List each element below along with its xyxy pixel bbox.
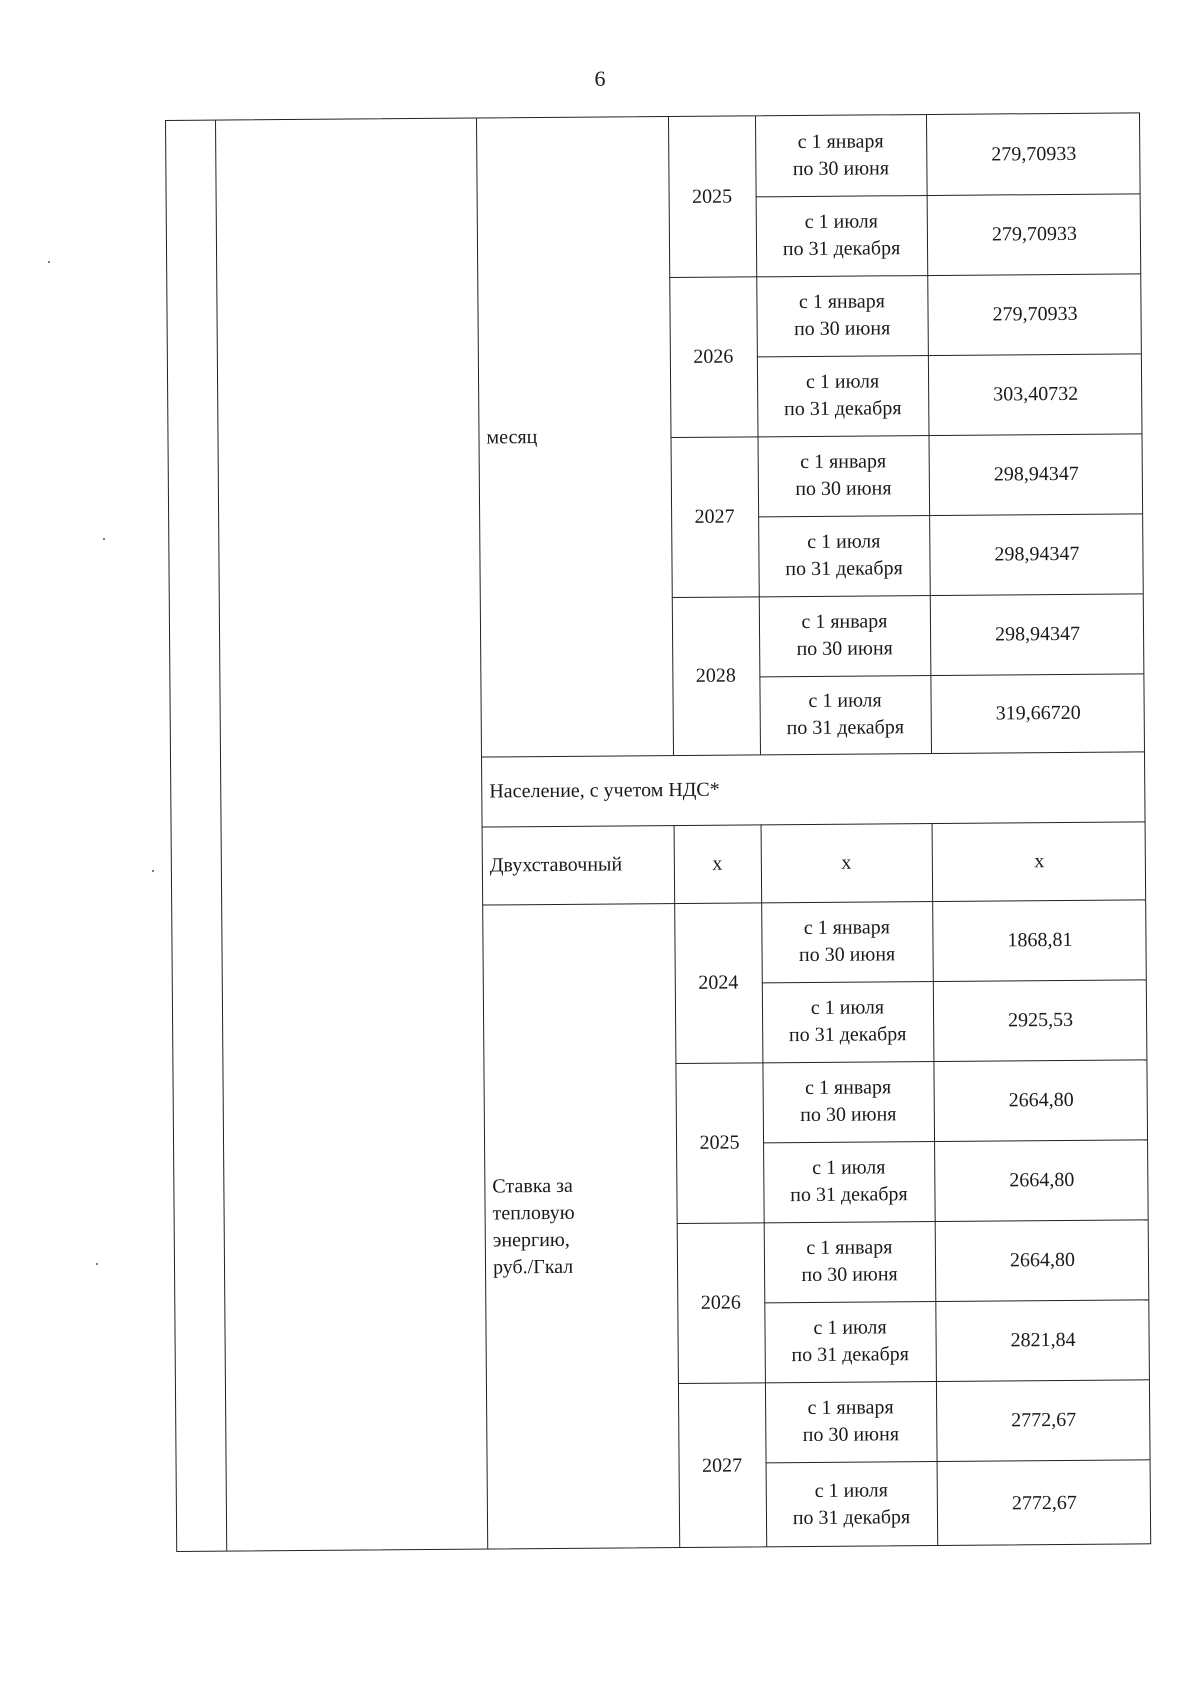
period-end: по 30 июня bbox=[795, 477, 892, 501]
period-start: с 1 июля bbox=[805, 370, 880, 393]
period-cell bbox=[761, 901, 933, 982]
value-cell bbox=[930, 673, 1146, 753]
year-cell bbox=[674, 902, 762, 1063]
period-start: с 1 января bbox=[798, 290, 886, 314]
value-cell bbox=[928, 433, 1144, 515]
period-end: по 30 июня bbox=[796, 637, 893, 661]
period-start: с 1 июля bbox=[804, 210, 878, 233]
value-text: 298,94347 bbox=[994, 622, 1081, 645]
two-rate-period bbox=[761, 823, 933, 902]
unit-label-text: месяц bbox=[486, 425, 538, 448]
value-text: 279,70933 bbox=[991, 222, 1078, 246]
period-cell bbox=[759, 675, 931, 754]
value-text: 2664,80 bbox=[1009, 1168, 1075, 1191]
rate-label-line: энергию, bbox=[492, 1228, 570, 1252]
value-text: 2772,67 bbox=[1011, 1408, 1077, 1431]
period-end: по 31 декабря bbox=[785, 557, 903, 581]
period-start: с 1 июля bbox=[813, 1316, 887, 1339]
year-text: 2025 bbox=[692, 185, 733, 208]
population-header bbox=[481, 751, 1147, 826]
column-divider-1 bbox=[215, 121, 227, 1551]
period-start: с 1 июля bbox=[810, 996, 885, 1019]
value-cell bbox=[933, 979, 1149, 1061]
value-text: 2925,53 bbox=[1008, 1008, 1074, 1031]
two-rate-label bbox=[482, 825, 675, 905]
value-cell bbox=[928, 353, 1144, 435]
year-text: 2028 bbox=[695, 664, 736, 687]
value-text: 2821,84 bbox=[1010, 1328, 1076, 1351]
value-cell bbox=[926, 113, 1142, 195]
value-cell bbox=[930, 593, 1146, 675]
period-start: с 1 июля bbox=[808, 689, 882, 712]
two-rate-value bbox=[932, 821, 1148, 901]
value-cell bbox=[927, 273, 1143, 355]
period-end: по 31 декабря bbox=[791, 1343, 910, 1367]
value-cell bbox=[927, 193, 1143, 275]
period-start: с 1 июля bbox=[807, 530, 881, 553]
scan-speck bbox=[152, 870, 154, 872]
period-end: по 30 июня bbox=[802, 1423, 900, 1447]
value-text: 2772,67 bbox=[1011, 1491, 1077, 1514]
value-cell bbox=[937, 1459, 1153, 1547]
period-cell bbox=[758, 515, 930, 596]
value-cell bbox=[935, 1299, 1151, 1381]
page-number: 6 bbox=[594, 66, 606, 91]
unit-label bbox=[476, 117, 673, 756]
period-start: с 1 января bbox=[797, 130, 884, 154]
year-cell bbox=[677, 1222, 765, 1383]
two-rate-value-text: х bbox=[1034, 849, 1045, 872]
period-start: с 1 января bbox=[805, 1076, 892, 1100]
period-start: с 1 июля bbox=[812, 1156, 886, 1179]
two-rate-year bbox=[674, 824, 762, 903]
period-cell bbox=[757, 355, 929, 436]
period-end: по 30 июня bbox=[798, 943, 896, 967]
period-end: по 31 декабря bbox=[792, 1506, 911, 1530]
year-text: 2027 bbox=[694, 505, 735, 528]
rate-label-line: тепловую bbox=[492, 1201, 575, 1225]
value-cell bbox=[935, 1219, 1151, 1301]
year-text: 2026 bbox=[700, 1291, 741, 1314]
year-cell bbox=[668, 116, 756, 277]
period-end: по 30 июня bbox=[792, 157, 890, 181]
period-cell bbox=[765, 1381, 937, 1462]
scan-speck bbox=[96, 1263, 98, 1265]
period-start: с 1 января bbox=[806, 1236, 893, 1259]
value-cell bbox=[934, 1139, 1150, 1221]
value-text: 2664,80 bbox=[1008, 1088, 1074, 1111]
value-text: 1868,81 bbox=[1007, 928, 1073, 951]
value-cell bbox=[932, 899, 1148, 981]
year-cell bbox=[678, 1382, 766, 1549]
period-start: с 1 января bbox=[803, 916, 890, 940]
period-end: по 30 июня bbox=[801, 1263, 898, 1287]
value-text: 298,94347 bbox=[994, 542, 1080, 565]
year-text: 2027 bbox=[701, 1454, 743, 1477]
period-end: по 31 декабря bbox=[790, 1183, 908, 1207]
value-cell bbox=[933, 1059, 1149, 1141]
year-cell bbox=[675, 1062, 763, 1223]
rate-label-line: Ставка за bbox=[492, 1174, 573, 1198]
period-end: по 30 июня bbox=[793, 317, 891, 341]
period-end: по 31 декабря bbox=[783, 397, 902, 421]
period-cell bbox=[764, 1301, 936, 1382]
period-end: по 30 июня bbox=[800, 1103, 897, 1127]
value-text: 303,40732 bbox=[993, 382, 1079, 406]
value-text: 298,94347 bbox=[993, 462, 1079, 486]
two-rate-label-text: Двухставочный bbox=[489, 852, 623, 876]
two-rate-year-text: х bbox=[712, 852, 723, 875]
period-cell bbox=[763, 1141, 935, 1222]
period-end: по 31 декабря bbox=[782, 237, 901, 261]
period-cell bbox=[762, 981, 934, 1062]
scan-speck bbox=[103, 538, 105, 540]
value-text: 279,70933 bbox=[991, 142, 1077, 166]
value-cell bbox=[929, 513, 1145, 595]
rate-label-line: руб./Гкал bbox=[492, 1255, 574, 1279]
value-cell bbox=[936, 1379, 1152, 1461]
period-start: с 1 января bbox=[807, 1396, 894, 1419]
period-end: по 31 декабря bbox=[786, 716, 905, 740]
two-rate-period-text: х bbox=[841, 851, 852, 874]
period-cell bbox=[766, 1461, 938, 1548]
scan-speck bbox=[48, 261, 50, 263]
year-text: 2024 bbox=[698, 971, 739, 994]
period-cell bbox=[764, 1221, 936, 1302]
year-text: 2026 bbox=[693, 345, 734, 368]
year-cell bbox=[671, 436, 759, 597]
period-cell bbox=[759, 595, 931, 676]
value-text: 319,66720 bbox=[995, 701, 1081, 724]
rate-label bbox=[482, 903, 679, 1550]
period-cell bbox=[755, 115, 927, 196]
tariff-table bbox=[165, 112, 1151, 1552]
period-cell bbox=[758, 435, 930, 516]
value-text: 279,70933 bbox=[992, 302, 1078, 326]
period-start: с 1 июля bbox=[814, 1479, 888, 1502]
year-cell bbox=[669, 276, 757, 437]
year-cell bbox=[672, 596, 760, 755]
period-start: с 1 января bbox=[800, 450, 887, 474]
period-cell bbox=[756, 195, 928, 276]
year-text: 2025 bbox=[699, 1131, 740, 1154]
period-end: по 31 декабря bbox=[788, 1023, 907, 1047]
value-text: 2664,80 bbox=[1009, 1248, 1076, 1271]
period-start: с 1 января bbox=[801, 610, 888, 634]
period-cell bbox=[756, 275, 928, 356]
population-header-text: Население, с учетом НДС* bbox=[489, 778, 720, 802]
period-cell bbox=[762, 1061, 934, 1142]
